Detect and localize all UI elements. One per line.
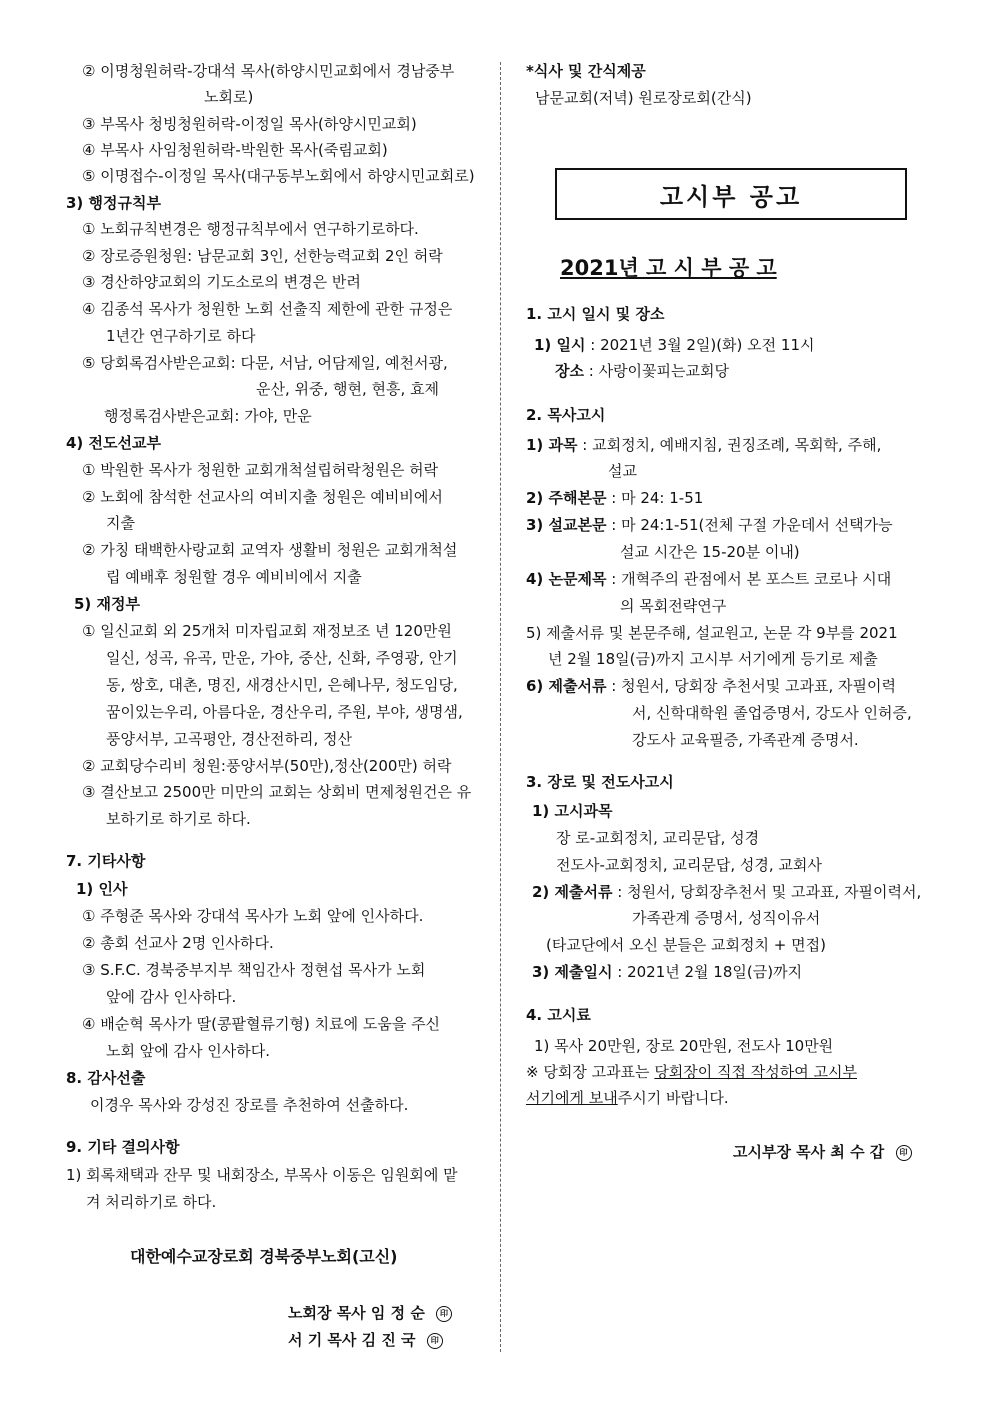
seal-icon: 印	[436, 1306, 452, 1322]
section-heading: 3) 행정규칙부	[66, 194, 161, 212]
item-line: 일신, 성곡, 유곡, 만운, 가야, 중산, 신화, 주영광, 안기	[106, 649, 458, 667]
item-line: ① 박원한 목사가 청원한 교회개척설립허락청원은 허락	[82, 461, 439, 479]
seal-icon: 印	[427, 1333, 443, 1349]
section-heading: 8. 감사선출	[66, 1069, 146, 1087]
item-line	[532, 883, 921, 901]
column-divider	[500, 62, 501, 1352]
section-heading: 4. 고시료	[526, 1006, 591, 1024]
item-line: ④ 배순혁 목사가 딸(콩팥혈류기형) 치료에 도움을 주신	[82, 1015, 441, 1033]
item-label: 2) 제출서류	[532, 883, 613, 901]
title-box: 고시부 공고	[555, 168, 907, 220]
section-heading: 7. 기타사항	[66, 852, 146, 870]
section-heading: 1. 고시 일시 및 장소	[526, 305, 665, 323]
item-line: 년 2월 18일(금)까지 고시부 서기에게 등기로 제출	[548, 650, 878, 668]
item-line: ④ 김종석 목사가 청원한 노회 선출직 제한에 관한 규정은	[82, 300, 453, 318]
item-line: ② 총회 선교사 2명 인사하다.	[82, 934, 274, 952]
item-line: 전도사-교회정치, 교리문답, 성경, 교회사	[556, 856, 822, 874]
item-line: 가족관계 증명서, 성직이유서	[632, 909, 821, 927]
subsection-heading: 1) 고시과목	[532, 802, 613, 820]
item-line: ⑤ 당회록검사받은교회: 다문, 서남, 어담제일, 예천서광,	[82, 354, 448, 372]
item-line: 동, 쌍호, 대촌, 명진, 새경산시민, 은혜나무, 청도임당,	[106, 676, 458, 694]
item-line: 서, 신학대학원 졸업증명서, 강도사 인허증,	[632, 704, 912, 722]
item-line: (타교단에서 오신 분들은 교회정치 + 면접)	[546, 936, 826, 954]
note-underlined: 당회장이 직접 작성하여 고시부	[654, 1063, 857, 1081]
item-line: 강도사 교육필증, 가족관계 증명서.	[632, 731, 859, 749]
item-line: ③ 결산보고 2500만 미만의 교회는 상회비 면제청원건은 유	[82, 783, 472, 801]
item-value: : 마 24:1-51(전체 구절 가운데서 선택가능	[606, 516, 893, 534]
item-line: 풍양서부, 고곡평안, 경산전하리, 정산	[106, 730, 352, 748]
item-value: : 청원서, 당회장 추천서및 고과표, 자필이력	[606, 677, 897, 695]
signature-text: 고시부장 목사 최 수 갑	[733, 1143, 885, 1161]
item-label: 4) 논문제목	[526, 570, 607, 588]
item-line	[526, 677, 896, 695]
item-line: 설교	[608, 462, 637, 480]
note-line	[526, 1063, 857, 1081]
item-label: 1) 과목	[526, 436, 578, 454]
item-line: 노회로)	[204, 88, 254, 106]
item-line: ⑤ 이명접수-이정일 목사(대구동부노회에서 하양시민교회로)	[82, 167, 475, 185]
note-text: 주시기 바랍니다.	[617, 1089, 729, 1107]
note-underlined: 서기에게 보내	[526, 1089, 618, 1107]
item-line: 운산, 위중, 행현, 현흥, 효제	[256, 380, 440, 398]
note-line	[526, 1089, 729, 1107]
signature-text: 노회장 목사 임 정 순	[288, 1304, 425, 1322]
item-line: 지출	[106, 514, 135, 532]
note-text: ※ 당회장 고과표는	[526, 1063, 655, 1081]
item-line: 겨 처리하기로 하다.	[86, 1193, 217, 1211]
item-line	[526, 489, 703, 507]
item-value: : 2021년 2월 18일(금)까지	[612, 963, 803, 981]
item-label: 장소	[555, 362, 584, 380]
item-line: ② 교회당수리비 청원:풍양서부(50만),정산(200만) 허락	[82, 757, 452, 775]
item-line: ① 주형준 목사와 강대석 목사가 노회 앞에 인사하다.	[82, 907, 424, 925]
item-line	[555, 362, 729, 380]
meal-heading: *식사 및 간식제공	[526, 62, 646, 80]
item-label: 2) 주해본문	[526, 489, 607, 507]
item-line: ① 일신교회 외 25개처 미자립교회 재정보조 년 120만원	[82, 622, 452, 640]
item-value: : 마 24: 1-51	[606, 489, 704, 507]
item-line: ③ 경산하양교회의 기도소로의 변경은 반려	[82, 273, 361, 291]
item-line: ③ S.F.C. 경북중부지부 책임간사 정현섭 목사가 노회	[82, 961, 426, 979]
item-line: 보하기로 하기로 하다.	[106, 810, 251, 828]
item-label: 3) 제출일시	[532, 963, 613, 981]
section-heading: 9. 기타 결의사항	[66, 1138, 180, 1156]
item-line: 노회 앞에 감사 인사하다.	[106, 1042, 270, 1060]
item-line: 앞에 감사 인사하다.	[106, 988, 237, 1006]
subsection-heading: 1) 인사	[76, 880, 128, 898]
signature-text: 서 기 목사 김 진 국	[288, 1331, 416, 1349]
item-line	[534, 336, 815, 354]
announcement-title: 2021년 고 시 부 공 고	[560, 256, 777, 280]
item-value: : 사랑이꽃피는교회당	[583, 362, 729, 380]
item-line: 1) 회록채택과 잔무 및 내회장소, 부목사 이동은 임원회에 맡	[66, 1166, 458, 1184]
item-label: 1) 일시	[534, 336, 586, 354]
signature-line	[288, 1304, 452, 1322]
item-line: 5) 제출서류 및 본문주해, 설교원고, 논문 각 9부를 2021	[526, 624, 898, 642]
item-line: 1) 목사 20만원, 장로 20만원, 전도사 10만원	[534, 1037, 834, 1055]
item-line: 설교 시간은 15-20분 이내)	[620, 543, 800, 561]
item-line	[532, 963, 802, 981]
item-line: ④ 부목사 사임청원허락-박원한 목사(죽림교회)	[82, 141, 388, 159]
section-heading: 3. 장로 및 전도사고시	[526, 773, 674, 791]
item-line: ② 노회에 참석한 선교사의 여비지출 청원은 예비비에서	[82, 488, 443, 506]
item-line: 꿈이있는우리, 아름다운, 경산우리, 주원, 부야, 생명샘,	[106, 703, 463, 721]
section-heading: 5) 재정부	[74, 595, 140, 613]
item-label: 3) 설교본문	[526, 516, 607, 534]
item-line: 행정록검사받은교회: 가야, 만운	[104, 407, 312, 425]
item-value: : 개혁주의 관점에서 본 포스트 코로나 시대	[606, 570, 892, 588]
item-line: ② 가칭 태백한사랑교회 교역자 생활비 청원은 교회개척설	[82, 541, 458, 559]
signature-line	[733, 1143, 912, 1161]
item-line	[526, 570, 891, 588]
item-value: : 2021년 3월 2일)(화) 오전 11시	[585, 336, 815, 354]
organization-name: 대한예수교장로회 경북중부노회(고신)	[130, 1247, 398, 1266]
item-line	[526, 516, 893, 534]
item-line: ② 장로증원청원: 남문교회 3인, 선한능력교회 2인 허락	[82, 247, 443, 265]
item-value: : 청원서, 당회장추천서 및 고과표, 자필이력서,	[612, 883, 922, 901]
item-line: 립 예배후 청원할 경우 예비비에서 지출	[106, 568, 362, 586]
item-line: 장 로-교회정치, 교리문답, 성경	[556, 829, 760, 847]
section-heading: 4) 전도선교부	[66, 434, 161, 452]
section-heading: 2. 목사고시	[526, 406, 606, 424]
item-line: 1년간 연구하기로 하다	[106, 327, 256, 345]
item-line: ① 노회규칙변경은 행정규칙부에서 연구하기로하다.	[82, 220, 419, 238]
item-line: 이경우 목사와 강성진 장로를 추천하여 선출하다.	[90, 1096, 409, 1114]
item-line: ③ 부목사 청빙청원허락-이정일 목사(하양시민교회)	[82, 115, 417, 133]
meal-text: 남문교회(저녁) 원로장로회(간식)	[535, 89, 752, 107]
item-line: ② 이명청원허락-강대석 목사(하양시민교회에서 경남중부	[82, 62, 455, 80]
signature-line	[288, 1331, 443, 1349]
item-label: 6) 제출서류	[526, 677, 607, 695]
item-value: : 교회정치, 예배지침, 권징조례, 목회학, 주해,	[577, 436, 882, 454]
seal-icon: 印	[896, 1145, 912, 1161]
item-line: 의 목회전략연구	[620, 597, 727, 615]
item-line	[526, 436, 881, 454]
